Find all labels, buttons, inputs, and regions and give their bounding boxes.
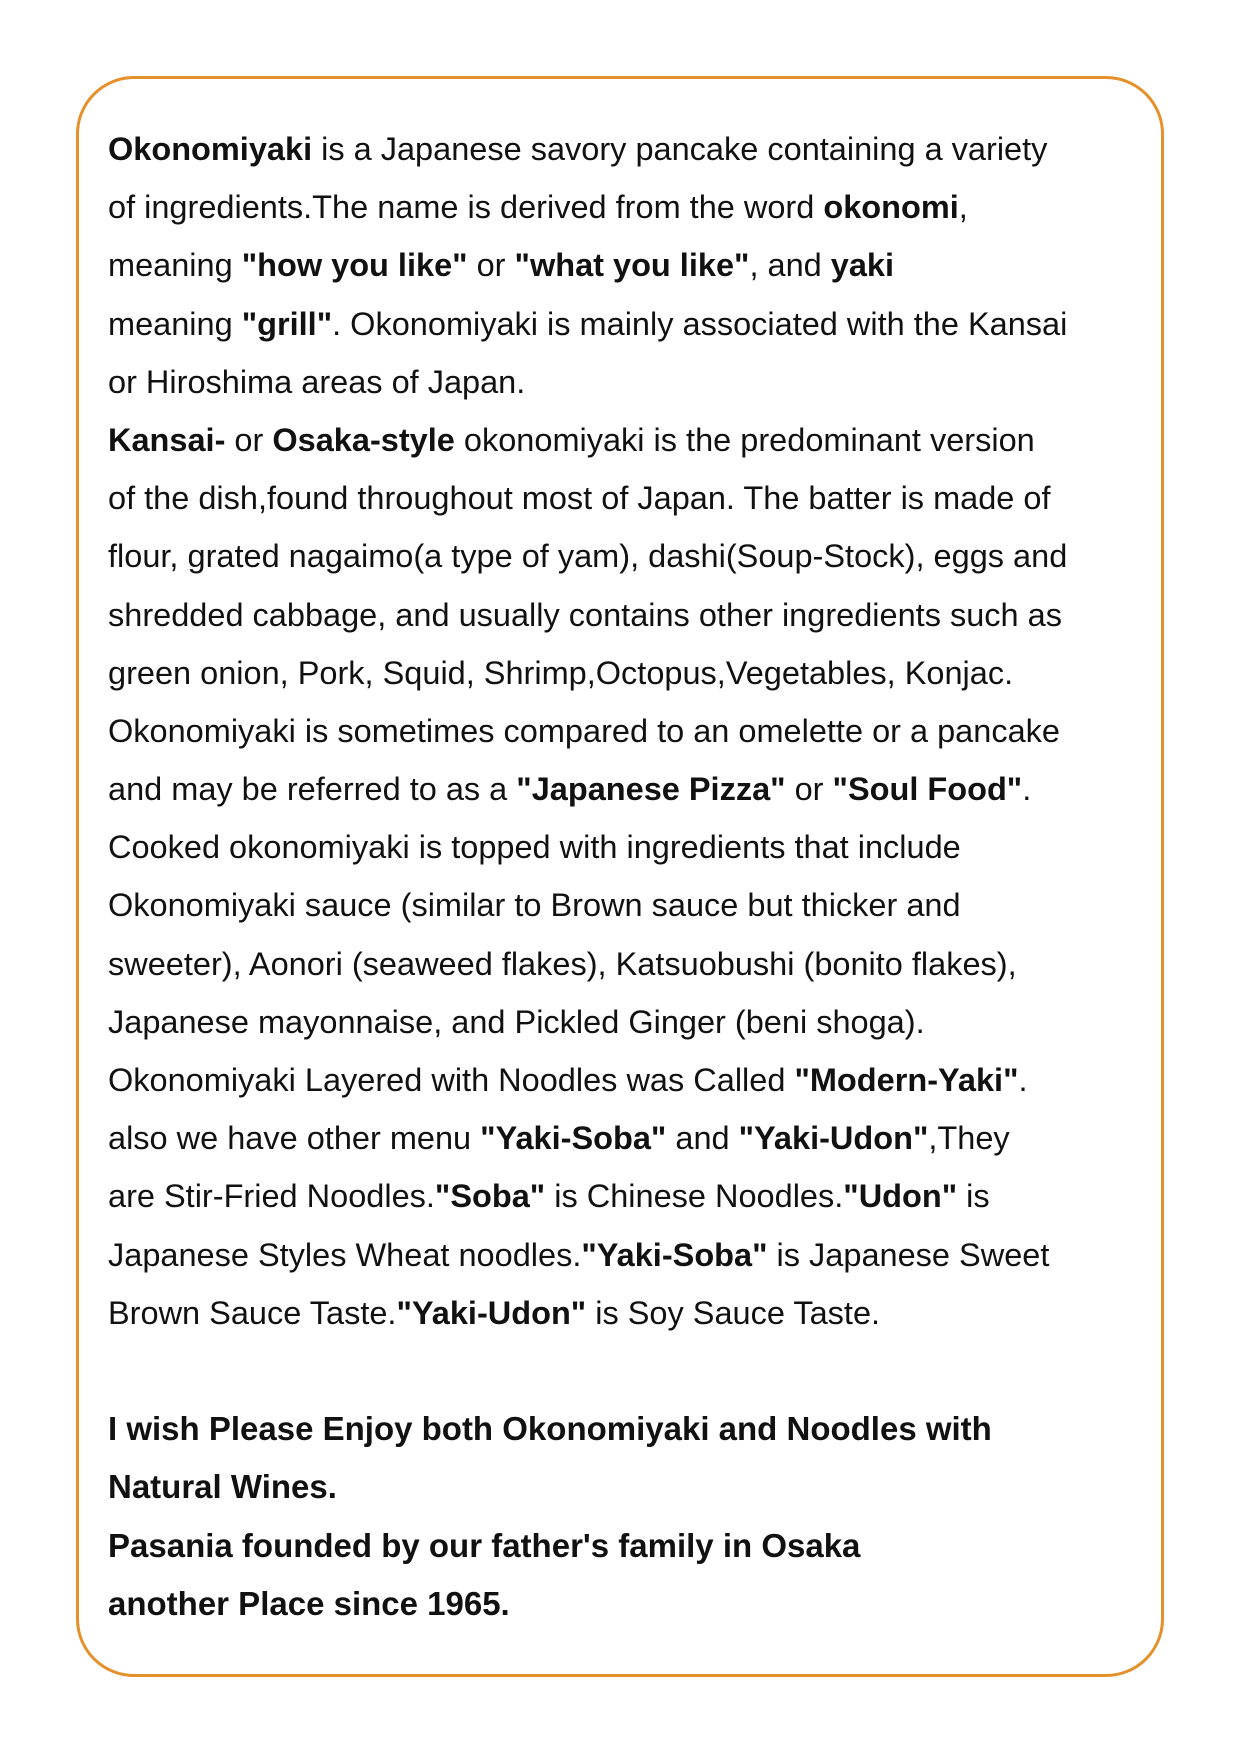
text-line xyxy=(108,411,1148,469)
text-segment: ,They xyxy=(928,1120,1010,1157)
text-segment: is Chinese Noodles. xyxy=(545,1178,844,1215)
text-segment: and may be referred to as a xyxy=(108,771,517,808)
text-segment: is xyxy=(957,1178,990,1215)
text-segment: okonomiyaki is the predominant version xyxy=(454,421,1035,458)
text-line xyxy=(108,1167,1148,1225)
text-line xyxy=(108,1051,1148,1109)
text-segment: also we have other menu xyxy=(108,1120,481,1157)
text-line xyxy=(108,295,1148,353)
bold-term: "Yaki-Udon" xyxy=(738,1120,929,1157)
bold-term: okonomi xyxy=(823,189,959,226)
bold-term: Okonomiyaki xyxy=(108,131,313,167)
text-segment: of the dish,found throughout most of Japan. The batter is made of xyxy=(108,480,1051,517)
text-line xyxy=(108,527,1148,585)
bold-term: "what you like" xyxy=(514,247,750,284)
text-line xyxy=(108,236,1148,294)
text-line xyxy=(108,120,1148,178)
text-segment: and xyxy=(666,1120,739,1157)
bold-term: "Modern-Yaki" xyxy=(794,1062,1019,1098)
closing-line: another Place since 1965. xyxy=(108,1584,510,1622)
bold-term: "Udon" xyxy=(843,1178,958,1215)
paragraph-spacer xyxy=(108,1342,1148,1400)
text-line xyxy=(108,993,1148,1051)
text-line xyxy=(108,644,1148,702)
text-segment: or Hiroshima areas of Japan. xyxy=(108,363,526,400)
text-segment: green onion, Pork, Squid, Shrimp,Octopus,Vegetables, Konjac. xyxy=(108,654,1014,691)
text-line xyxy=(108,876,1148,934)
text-line xyxy=(108,1109,1148,1167)
description-body xyxy=(108,120,1148,1342)
text-segment: . xyxy=(1022,771,1032,808)
text-segment: Brown Sauce Taste. xyxy=(108,1294,397,1331)
text-segment: Okonomiyaki sauce (similar to Brown sauce but thicker and xyxy=(108,887,961,924)
bold-term: "Soba" xyxy=(434,1178,546,1215)
bold-term: "how you like" xyxy=(241,247,468,284)
text-segment: Japanese mayonnaise, and Pickled Ginger (beni shoga). xyxy=(108,1003,925,1040)
text-segment: or xyxy=(467,247,515,284)
bold-term: "Japanese Pizza" xyxy=(516,771,786,808)
bold-term: yaki xyxy=(830,247,895,284)
text-segment: are Stir-Fried Noodles. xyxy=(108,1178,435,1215)
text-segment: of ingredients.The name is derived from the word xyxy=(108,189,824,226)
text-segment: meaning xyxy=(108,247,242,284)
text-line xyxy=(108,353,1148,411)
text-segment: Japanese Styles Wheat noodles. xyxy=(108,1236,582,1273)
text-segment: , and xyxy=(749,247,831,284)
text-segment: , xyxy=(958,189,968,226)
text-segment: is Japanese Sweet xyxy=(767,1236,1050,1273)
text-segment: is Soy Sauce Taste. xyxy=(586,1294,881,1331)
text-segment: Okonomiyaki is sometimes compared to an omelette or a pancake xyxy=(108,712,1060,749)
bold-term: "Yaki-Soba" xyxy=(480,1120,667,1157)
text-segment: sweeter), Aonori (seaweed flakes), Katsuobushi (bonito flakes), xyxy=(108,945,1017,982)
closing-message xyxy=(108,1400,1148,1633)
text-segment: . xyxy=(1018,1062,1028,1098)
text-line xyxy=(108,760,1148,818)
text-line xyxy=(108,178,1148,236)
bold-term: "Soul Food" xyxy=(832,771,1023,808)
text-line xyxy=(108,818,1148,876)
text-segment: meaning xyxy=(108,305,242,342)
closing-line: Natural Wines. xyxy=(108,1468,337,1506)
text-segment: Okonomiyaki Layered with Noodles was Called xyxy=(108,1062,795,1098)
closing-line: Pasania founded by our father's family in Osaka xyxy=(108,1526,861,1564)
text-line xyxy=(108,469,1148,527)
bold-term: "Yaki-Soba" xyxy=(581,1236,768,1273)
text-segment: is a Japanese savory pancake containing a variety xyxy=(312,131,1048,167)
bold-term: Osaka-style xyxy=(272,421,455,458)
text-segment: Cooked okonomiyaki is topped with ingredients that include xyxy=(108,829,961,866)
text-segment: or xyxy=(785,771,833,808)
description-text xyxy=(108,120,1148,1633)
text-segment: shredded cabbage, and usually contains other ingredients such as xyxy=(108,596,1062,633)
text-segment: . Okonomiyaki is mainly associated with the Kansai xyxy=(332,305,1068,342)
text-line xyxy=(108,702,1148,760)
text-line xyxy=(108,935,1148,993)
text-line xyxy=(108,1284,1148,1342)
text-segment: flour, grated nagaimo(a type of yam), dashi(Soup-Stock), eggs and xyxy=(108,538,1068,575)
text-line xyxy=(108,586,1148,644)
bold-term: Kansai- xyxy=(108,421,226,458)
text-segment: or xyxy=(225,421,273,458)
bold-term: "Yaki-Udon" xyxy=(396,1294,587,1331)
closing-line: I wish Please Enjoy both Okonomiyaki and Noodles with xyxy=(108,1410,992,1448)
bold-term: "grill" xyxy=(241,305,333,342)
text-line xyxy=(108,1226,1148,1284)
